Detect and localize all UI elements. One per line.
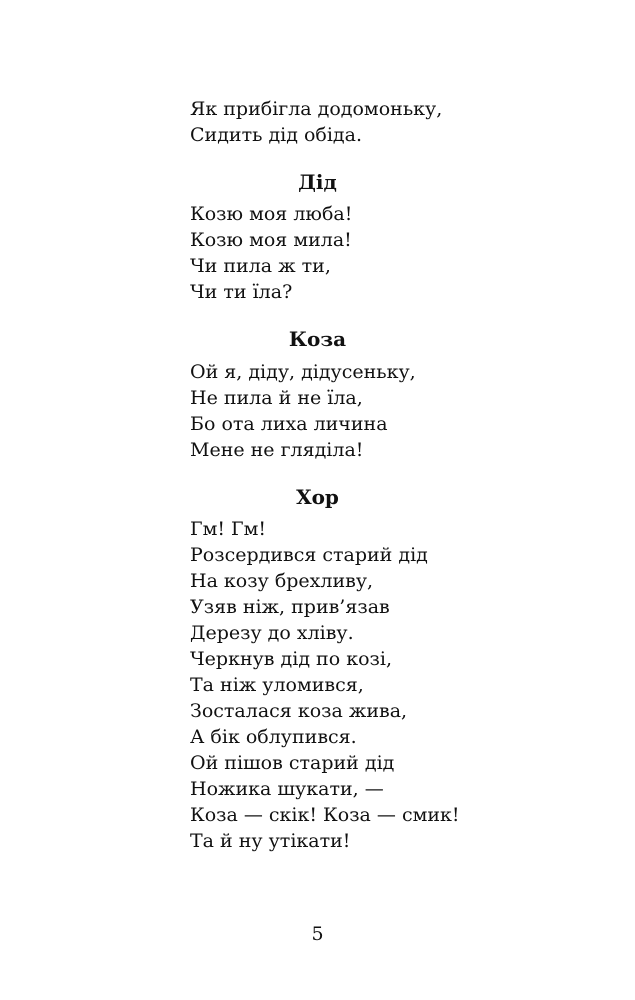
- verse-line: Розсердився старий дід: [190, 544, 428, 566]
- verse-line: Бо ота лиха личина: [190, 413, 388, 435]
- verse-line: Зосталася коза жива,: [190, 700, 408, 722]
- verse-line: Козю моя мила!: [190, 229, 352, 251]
- verse-line: Гм! Гм!: [190, 518, 267, 540]
- speaker-heading-did: Дід: [298, 170, 337, 194]
- verse-line: Не пила й не їла,: [190, 387, 363, 409]
- verse-line: Чи ти їла?: [190, 281, 293, 303]
- speaker-heading-koza: Коза: [288, 327, 347, 351]
- verse-line: Козю моя люба!: [190, 203, 353, 225]
- verse-line: Дерезу до хліву.: [190, 622, 354, 644]
- verse-line: Та ніж уломився,: [190, 674, 364, 696]
- verse-line: Коза — скік! Коза — смик!: [190, 804, 460, 826]
- verse-line: Ножика шукати, —: [190, 778, 384, 800]
- verse-line: А бік облупився.: [190, 726, 357, 748]
- verse-line: Узяв ніж, прив’язав: [190, 596, 390, 618]
- opening-stanza: [190, 96, 510, 148]
- verse-line: Ой пішов старий дід: [190, 752, 395, 774]
- verse-line: Як прибігла додомоньку,: [190, 98, 443, 120]
- stanza-koza: [190, 359, 510, 463]
- speaker-heading-khor: Хор: [296, 485, 339, 509]
- verse-line: Чи пила ж ти,: [190, 255, 331, 277]
- verse-line: Та й ну утікати!: [190, 830, 351, 852]
- verse-line: На козу брехливу,: [190, 570, 374, 592]
- stanza-khor: [190, 516, 510, 854]
- verse-line: Мене не гляділа!: [190, 439, 364, 461]
- page-number: 5: [311, 923, 324, 945]
- verse-line: Ой я, діду, дідусеньку,: [190, 361, 416, 383]
- verse-line: Сидить дід обіда.: [190, 124, 362, 146]
- stanza-did: [190, 201, 510, 305]
- verse-line: Черкнув дід по козі,: [190, 648, 392, 670]
